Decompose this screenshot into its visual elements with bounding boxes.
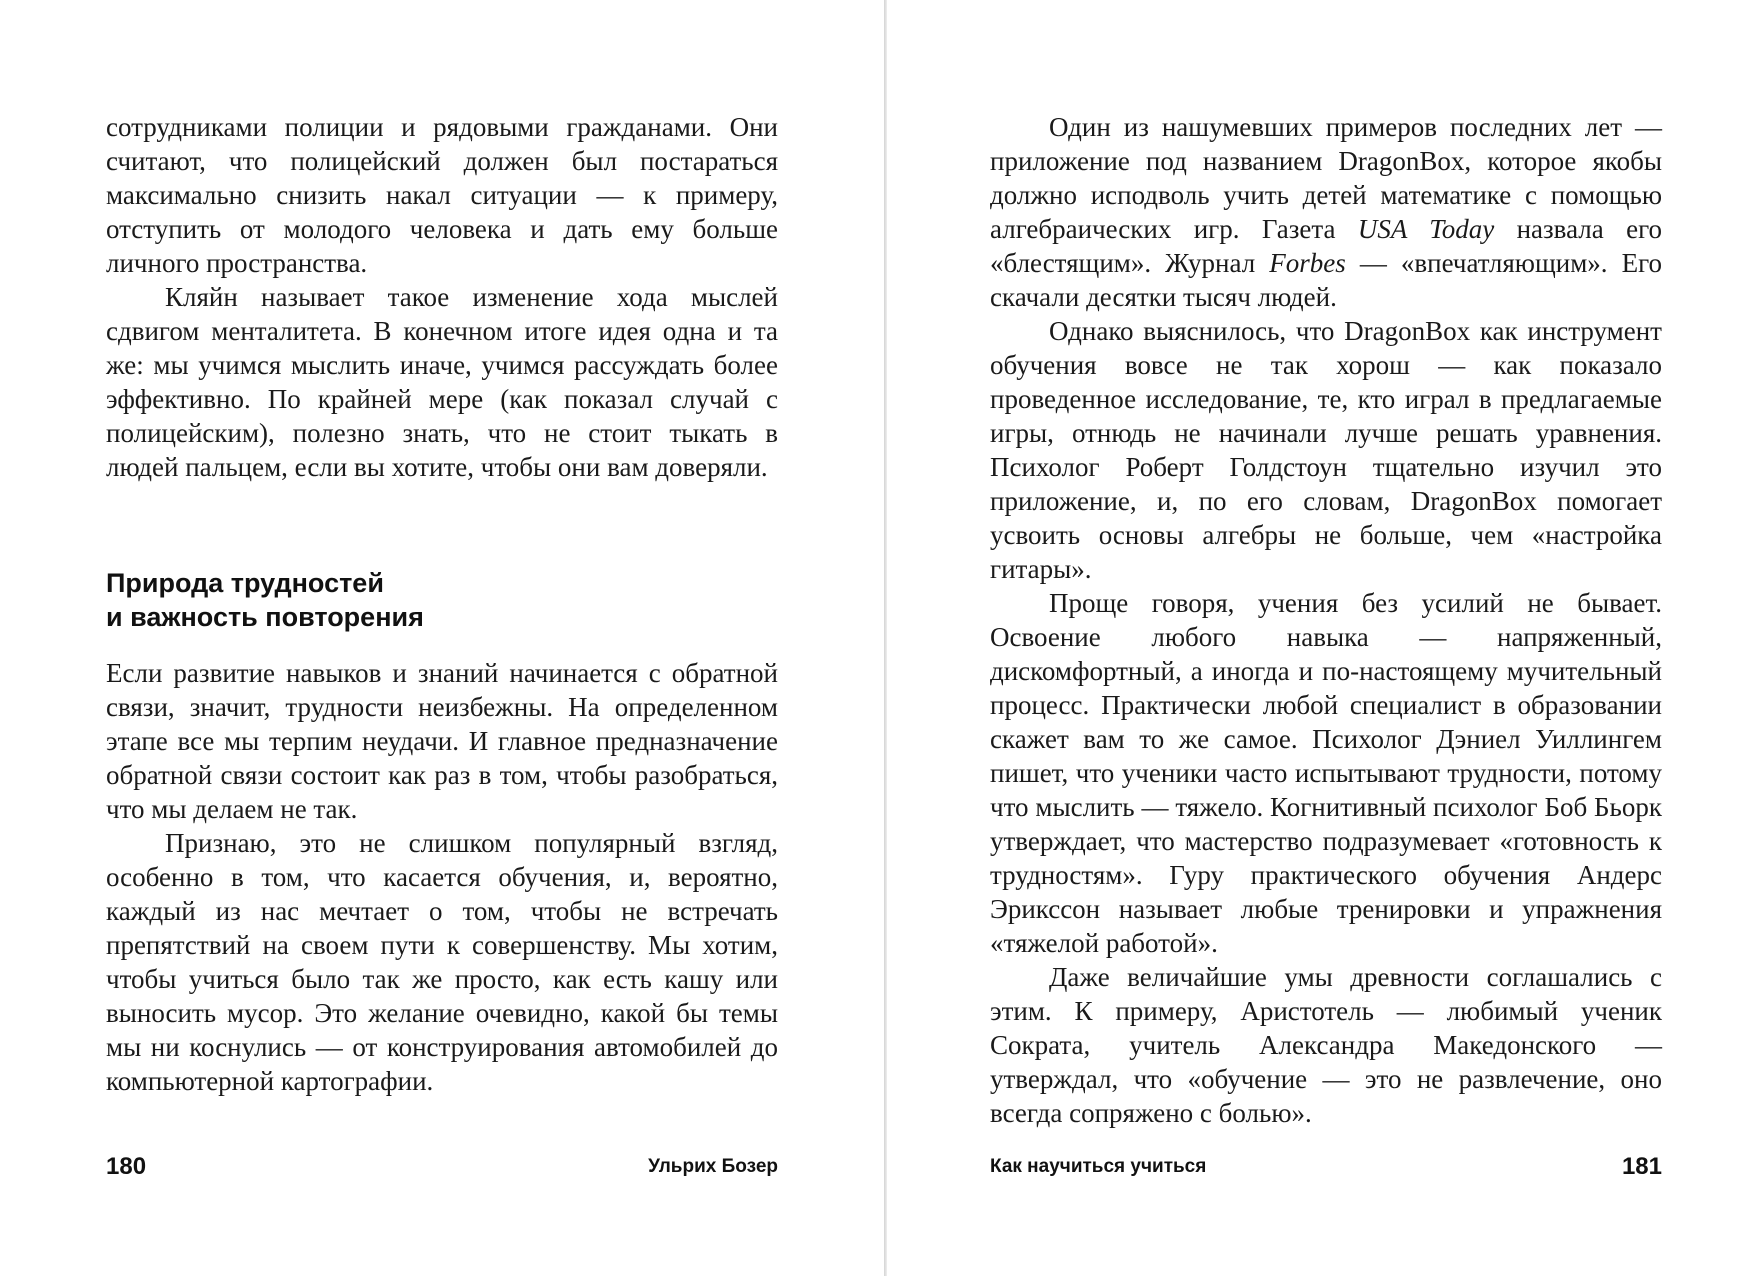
section-heading-line-2: и важность повторения <box>106 602 424 632</box>
left-paragraph-1: сотрудниками полиции и рядовыми гражданами. Они считают, что полицейский должен был постараться максимально снизить накал ситуации — к примеру, отступить от молодого человека и дать ему больше личного пространства. <box>106 112 778 278</box>
right-paragraph-1-part-c: — «впечатляющим». Его скачали десятки тысяч людей. <box>990 248 1662 312</box>
page-number-right: 181 <box>1621 1153 1662 1180</box>
left-body-top <box>106 110 778 484</box>
right-paragraph-3: Проще говоря, учения без усилий не бывает. Освоение любого навыка — напряженный, дискомфортный, а иногда и по-настоящему мучительный процесс. Практически любой специалист в образовании скажет вам то же самое. Психолог Дэниел Уиллингем пишет, что ученики часто испытывают трудности, потому что мыслить — тяжело. Когнитивный психолог Боб Бьорк утверждает, что мастерство подразумевает «готовность к трудностям». Гуру практического обучения Андерс Эрикссон называет любые тренировки и упражнения «тяжелой работой». <box>990 588 1662 958</box>
right-paragraph-2: Однако выяснилось, что DragonBox как инструмент обучения вовсе не так хорош — как показало проведенное исследование, те, кто играл в предлагаемые игры, отнюдь не начинали лучше решать уравнения. Психолог Роберт Голдстоун тщательно изучил это приложение, и, по его словам, DragonBox помогает усвоить основы алгебры не больше, чем «настройка гитары». <box>990 316 1662 584</box>
right-paragraph-1-part-a: Один из нашумевших примеров последних лет — приложение под названием DragonBox, которое якобы должно исподволь учить детей математике с помощью алгебраических игр. Газета <box>990 112 1662 244</box>
left-paragraph-4: Признаю, это не слишком популярный взгляд, особенно в том, что касается обучения, и, вероятно, каждый из нас мечтает о том, чтобы не встречать препятствий на своем пути к совершенству. Мы хотим, чтобы учиться было так же просто, как есть кашу или выносить мусор. Это желание очевидно, какой бы темы мы ни коснулись — от конструирования автомобилей до компьютерной картографии. <box>106 828 778 1096</box>
right-paragraph-1 <box>990 110 1662 314</box>
section-heading-line-1: Природа трудностей <box>106 568 384 598</box>
right-paragraph-4: Даже величайшие умы древности соглашались с этим. К примеру, Аристотель — любимый ученик Сократа, учитель Александра Македонского — утверждал, что «обучение — это не развлечение, оно всегда сопряжено с болью». <box>990 962 1662 1128</box>
forbes-title: Forbes <box>1269 248 1346 278</box>
left-paragraph-2: Кляйн называет такое изменение хода мыслей сдвигом менталитета. В конечном итоге идея одна и та же: мы учимся мыслить иначе, учимся рассуждать более эффективно. По крайней мере (как показал случай с полицейским), полезно знать, что не стоит тыкать в людей пальцем, если вы хотите, чтобы они вам доверяли. <box>106 282 778 482</box>
section-heading <box>106 566 778 634</box>
left-body-bottom <box>106 656 778 1098</box>
right-body <box>990 110 1662 1130</box>
usa-today-title: USA Today <box>1357 214 1495 244</box>
right-paragraph-1-part-b: назвала его «блестящим». Журнал <box>990 214 1662 278</box>
page-number-left: 180 <box>106 1153 147 1180</box>
running-head-author: Ульрих Бозер <box>648 1156 778 1177</box>
left-paragraph-3: Если развитие навыков и знаний начинается с обратной связи, значит, трудности неизбежны. На определенном этапе все мы терпим неудачи. И главное предназначение обратной связи состоит как раз в том, чтобы разобраться, что мы делаем не так. <box>106 658 778 824</box>
running-head-title: Как научиться учиться <box>990 1156 1207 1177</box>
right-page <box>884 0 1756 1276</box>
